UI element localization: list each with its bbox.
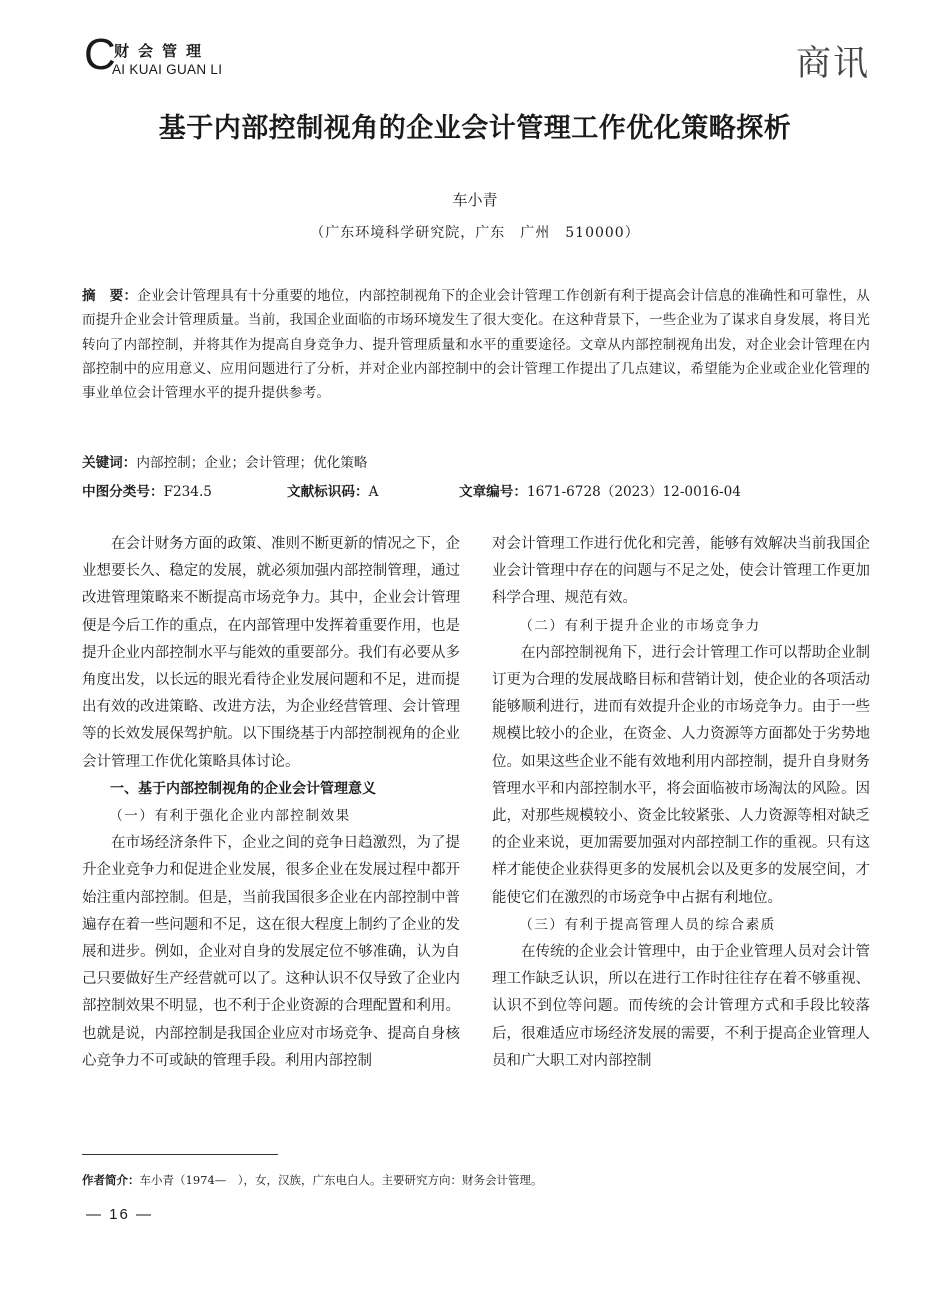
article-number-label: 文章编号： xyxy=(459,484,527,500)
body-paragraph-continued: 对会计管理工作进行优化和完善，能够有效解决当前我国企业会计管理中存在的问题与不足之处，使会计管理工作更加科学合理、规范有效。 xyxy=(492,536,870,607)
journal-name-en: AI KUAI GUAN LI xyxy=(112,62,223,77)
article-title: 基于内部控制视角的企业会计管理工作优化策略探析 xyxy=(158,113,792,144)
journal-name-cn: 财会管理 xyxy=(114,42,211,60)
abstract-label: 摘 要： xyxy=(82,288,138,304)
doc-code-label: 文献标识码： xyxy=(287,484,369,500)
article-number xyxy=(459,482,741,502)
abstract-text: 企业会计管理具有十分重要的地位，内部控制视角下的企业会计管理工作创新有利于提高会计信息的准确性和可靠性，从而提升企业会计管理质量。当前，我国企业面临的市场环境发生了很大变化。在这种背景下，一些企业为了谋求自身发展，将目光转向了内部控制，并将其作为提高自身竞争力、提升管理质量和水平的重要途径。文章从内部控制视角出发，对企业会计管理在内部控制中的应用意义、应用问题进行了分析，并对企业内部控制中的会计管理工作提出了几点建议，希望能为企业或企业化管理的事业单位会计管理水平的提升提供参考。 xyxy=(82,288,870,402)
journal-logo xyxy=(84,30,284,86)
document-code xyxy=(287,482,378,502)
clc-value: F234.5 xyxy=(163,484,212,500)
body-right-column xyxy=(492,531,870,1075)
subsection-heading: （三）有利于提高管理人员的综合素质 xyxy=(519,916,776,933)
section-label: 商讯 xyxy=(795,44,870,84)
section-heading: 一、基于内部控制视角的企业会计管理意义 xyxy=(110,780,376,797)
abstract xyxy=(82,284,870,405)
author-footnote xyxy=(82,1171,543,1189)
body-paragraph: 在内部控制视角下，进行会计管理工作可以帮助企业制订更为合理的发展战略目标和营销计划，使企业的各项活动能够顺利进行，进而有效提升企业的市场竞争力。由于一些规模比较小的企业，在资金、人力资源等方面都处于劣势地位。如果这些企业不能有效地利用内部控制，提升自身财务管理水平和内部控制水平，将会面临被市场淘汰的风险。因此，对那些规模较小、资金比较紧张、人力资源等相对缺乏的企业来说，更加需要加强对内部控制工作的重视。只有这样才能使企业获得更多的发展机会以及更多的发展空间，才能使它们在激烈的市场竞争中占据有利地位。 xyxy=(492,644,870,906)
page-number: — 16 — xyxy=(86,1206,154,1223)
body-paragraph: 在传统的企业会计管理中，由于企业管理人员对会计管理工作缺乏认识，所以在进行工作时往往存在着不够重视、认识不到位等问题。而传统的会计管理方式和手段比较落后，很难适应市场经济发展的需要，不利于提高企业管理人员和广大职工对内部控制 xyxy=(492,944,870,1069)
keywords-label: 关键词： xyxy=(82,455,137,471)
author-affiliation: （广东环境科学研究院，广东 广州 510000） xyxy=(310,225,640,241)
footnote-label: 作者简介： xyxy=(82,1173,140,1187)
keywords xyxy=(82,453,367,473)
subsection-heading: （二）有利于提升企业的市场竞争力 xyxy=(519,617,761,634)
doc-code-value: A xyxy=(368,484,379,500)
body-paragraph: 在会计财务方面的政策、准则不断更新的情况之下，企业想要长久、稳定的发展，就必须加强内部控制管理，通过改进管理策略来不断提高市场竞争力。其中，企业会计管理便是今后工作的重点，在内部管理中发挥着重要作用，也是提升企业内部控制水平与能效的重要部分。我们有必要从多角度出发，以长远的眼光看待企业发展问题和不足，进而提出有效的改进策略、改进方法，为企业经营管理、会计管理等的长效发展保驾护航。以下围绕基于内部控制视角的企业会计管理工作优化策略具体讨论。 xyxy=(82,536,460,770)
body-left-column xyxy=(82,531,460,1075)
journal-logo-initial: C xyxy=(84,30,116,79)
body-paragraph: 在市场经济条件下，企业之间的竞争日趋激烈，为了提升企业竞争力和促进企业发展，很多企业在发展过程中都开始注重内部控制。但是，当前我国很多企业在内部控制中普遍存在着一些问题和不足，这在很大程度上制约了企业的发展和进步。例如，企业对自身的发展定位不够准确，认为自己只要做好生产经营就可以了。这种认识不仅导致了企业内部控制效果不明显，也不利于企业资源的合理配置和利用。也就是说，内部控制是我国企业应对市场竞争、提高自身核心竞争力不可或缺的管理手段。利用内部控制 xyxy=(82,835,460,1069)
clc-label: 中图分类号： xyxy=(82,484,164,500)
footnote-text: 车小青（1974— ），女，汉族，广东电白人。主要研究方向：财务会计管理。 xyxy=(139,1173,543,1187)
article-number-value: 1671-6728（2023）12-0016-04 xyxy=(526,484,741,500)
article-author: 车小青 xyxy=(452,191,498,209)
classification-line xyxy=(82,482,872,502)
clc-number xyxy=(82,482,212,502)
subsection-heading: （一）有利于强化企业内部控制效果 xyxy=(109,808,351,825)
keywords-text: 内部控制；企业；会计管理；优化策略 xyxy=(136,455,368,471)
footnote-divider xyxy=(82,1154,278,1155)
